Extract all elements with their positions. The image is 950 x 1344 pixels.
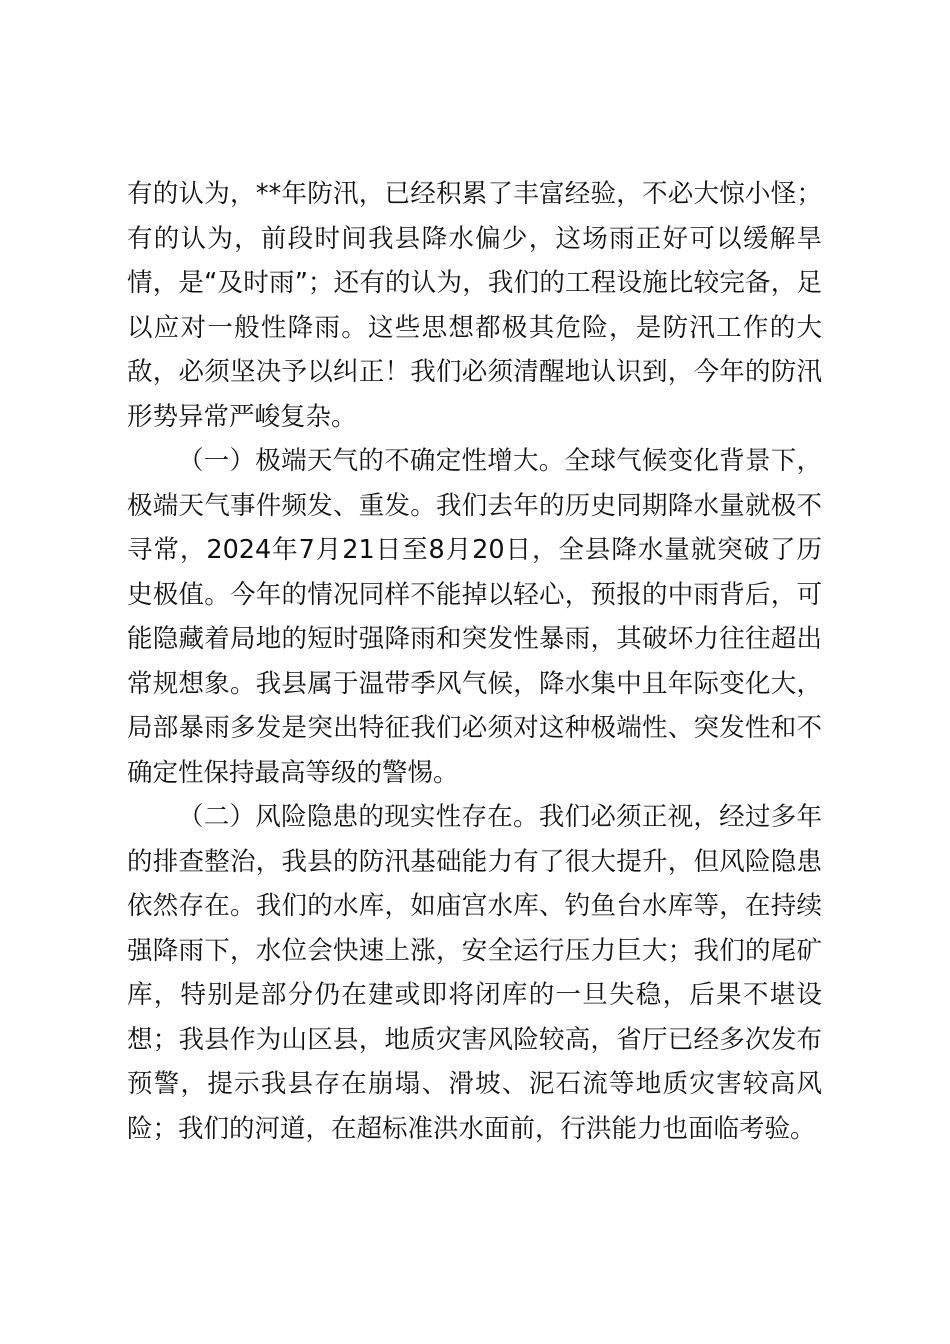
paragraph-extreme-weather: （一）极端天气的不确定性增大。全球气候变化背景下，极端天气事件频发、重发。我们去年的历史同期降水量就极不寻常，2024年7月21日至8月20日，全县降水量就突破了历史极值。今年的情况同样不能掉以轻心，预报的中雨背后，可能隐藏着局地的短时强降雨和突发性暴雨，其破坏力往往超出常规想象。我县属于温带季风气候，降水集中且年际变化大，局部暴雨多发是突出特征我们必须对这种极端性、突发性和不确定性保持最高等级的警惕。	[127, 446, 822, 788]
paragraph-flood-attitudes: 有的认为，**年防汛，已经积累了丰富经验，不必大惊小怪；有的认为，前段时间我县降水偏少，这场雨正好可以缓解旱情，是“及时雨”；还有的认为，我们的工程设施比较完备，足以应对一般性降雨。这些思想都极其危险，是防汛工作的大敌，必须坚决予以纠正！我们必须清醒地认识到，今年的防汛形势异常严峻复杂。	[127, 179, 822, 432]
document-body	[127, 172, 822, 1151]
paragraph-risk-hazards: （二）风险隐患的现实性存在。我们必须正视，经过多年的排查整治，我县的防汛基础能力有了很大提升，但风险隐患依然存在。我们的水库，如庙宫水库、钓鱼台水库等，在持续强降雨下，水位会快速上涨，安全运行压力巨大；我们的尾矿库，特别是部分仍在建或即将闭库的一旦失稳，后果不堪设想；我县作为山区县，地质灾害风险较高，省厅已经多次发布预警，提示我县存在崩塌、滑坡、泥石流等地质灾害较高风险；我们的河道，在超标准洪水面前，行洪能力也面临考验。	[127, 802, 822, 1144]
